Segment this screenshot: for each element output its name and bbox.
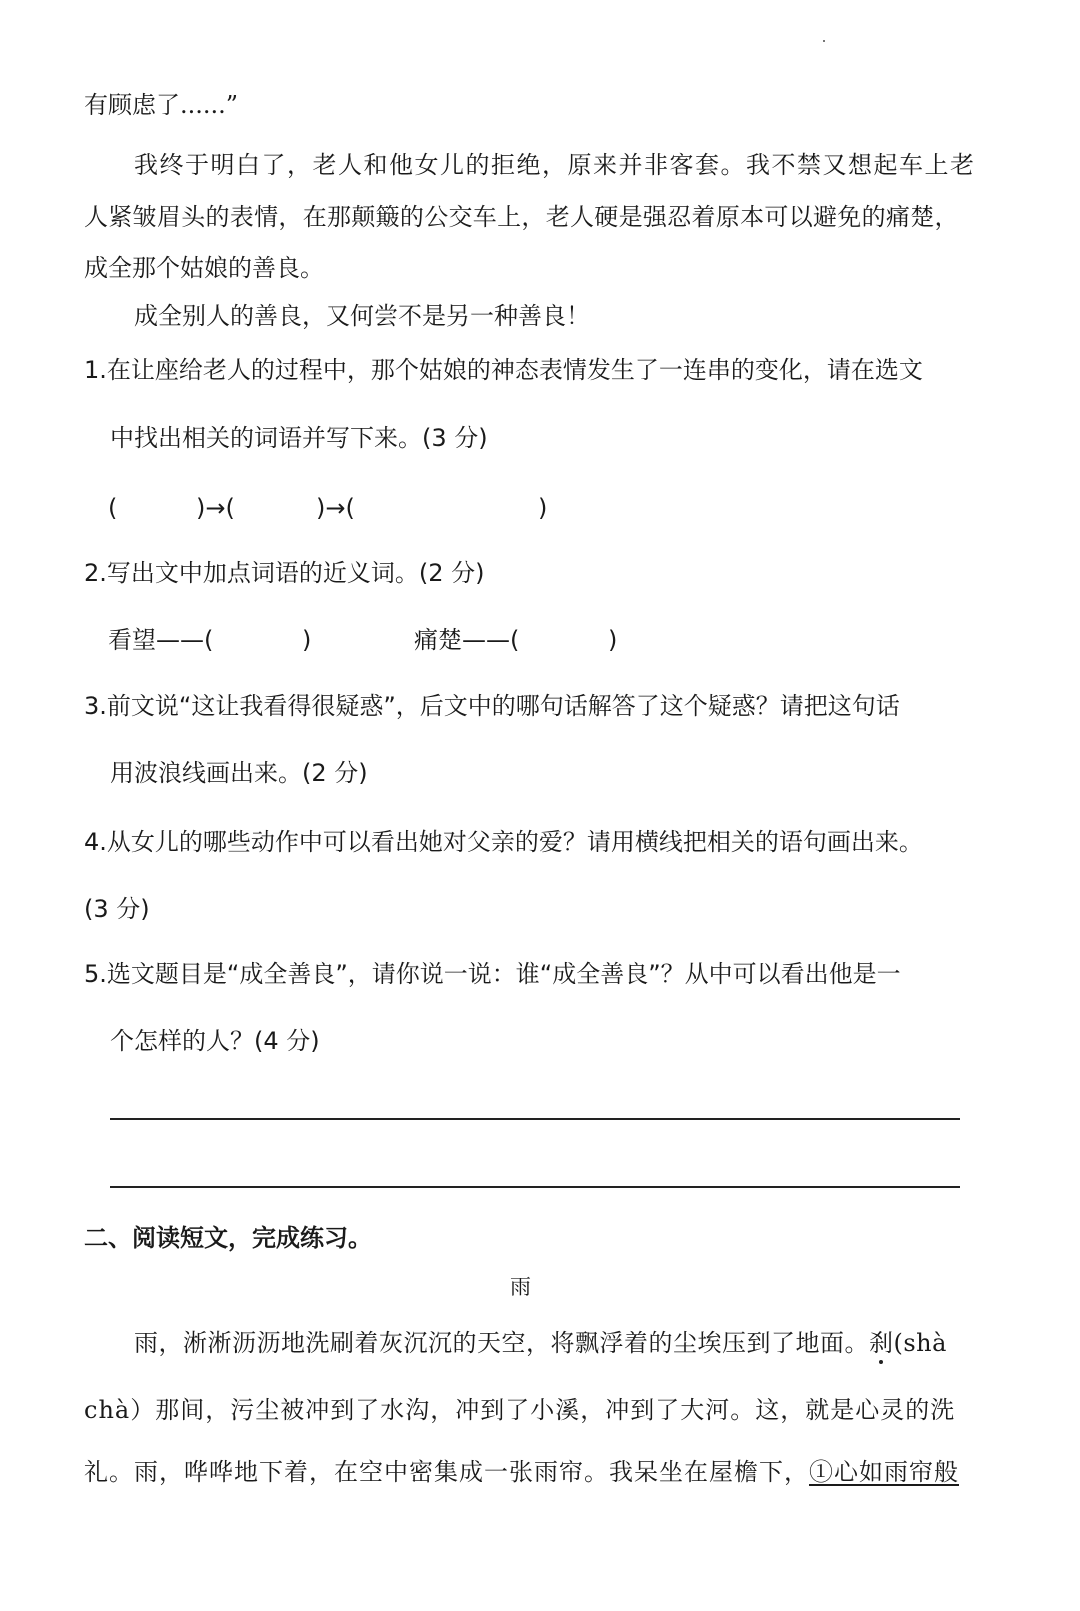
question-4-cont: (3 分) xyxy=(84,895,150,923)
question-1-cont: 中找出相关的词语并写下来。(3 分) xyxy=(110,424,488,452)
synonym-blank-1[interactable]: 看望——( xyxy=(108,626,214,654)
passage-line: 我终于明白了，老人和他女儿的拒绝，原来并非客套。我不禁又想起车上老 xyxy=(134,151,976,179)
question-4: 4.从女儿的哪些动作中可以看出她对父亲的爱？请用横线把相关的语句画出来。 xyxy=(84,828,923,856)
answer-blank-3[interactable]: )→( xyxy=(316,494,355,522)
question-3-cont: 用波浪线画出来。(2 分) xyxy=(110,759,368,787)
scan-mark xyxy=(823,40,825,42)
synonym-blank-2-close: ) xyxy=(608,626,618,654)
synonym-blank-1-close: ) xyxy=(302,626,312,654)
question-5-cont: 个怎样的人？(4 分) xyxy=(110,1027,320,1055)
answer-line-2[interactable] xyxy=(110,1186,960,1188)
passage-line: 成全那个姑娘的善良。 xyxy=(84,254,324,282)
article-line xyxy=(84,1457,959,1487)
question-1: 1.在让座给老人的过程中，那个姑娘的神态表情发生了一连串的变化，请在选文 xyxy=(84,356,923,384)
section-heading: 二、阅读短文，完成练习。 xyxy=(84,1224,372,1252)
synonym-blank-2[interactable]: 痛楚——( xyxy=(414,626,520,654)
passage-line: 有顾虑了......” xyxy=(84,91,239,119)
passage-line: 人紧皱眉头的表情，在那颠簸的公交车上，老人硬是强忍着原本可以避免的痛楚， xyxy=(84,203,959,231)
question-2: 2.写出文中加点词语的近义词。(2 分) xyxy=(84,559,485,587)
article-text: 礼。雨，哗哗地下着，在空中密集成一张雨帘。我呆坐在屋檐下， xyxy=(84,1458,809,1486)
pinyin: (shà xyxy=(893,1329,947,1357)
answer-blank-end: ) xyxy=(538,494,548,522)
question-5: 5.选文题目是“成全善良”，请你说一说：谁“成全善良”？从中可以看出他是一 xyxy=(84,960,901,988)
article-line: chà）那间，污尘被冲到了水沟，冲到了小溪，冲到了大河。这，就是心灵的洗 xyxy=(84,1396,956,1424)
answer-blank-1[interactable]: ( xyxy=(108,494,118,522)
article-text: 雨，淅淅沥沥地洗刷着灰沉沉的天空，将飘浮着的尘埃压到了地面。 xyxy=(134,1329,869,1357)
article-line xyxy=(134,1328,947,1358)
answer-blank-2[interactable]: )→( xyxy=(196,494,235,522)
question-3: 3.前文说“这让我看得很疑惑”，后文中的哪句话解答了这个疑惑？请把这句话 xyxy=(84,692,900,720)
underlined-sentence: ①心如雨帘般 xyxy=(809,1458,959,1486)
emphasis-dot-char: 刹 xyxy=(869,1329,894,1357)
answer-line-1[interactable] xyxy=(110,1118,960,1120)
article-title: 雨 xyxy=(510,1275,531,1299)
passage-line: 成全别人的善良，又何尝不是另一种善良！ xyxy=(134,302,590,330)
